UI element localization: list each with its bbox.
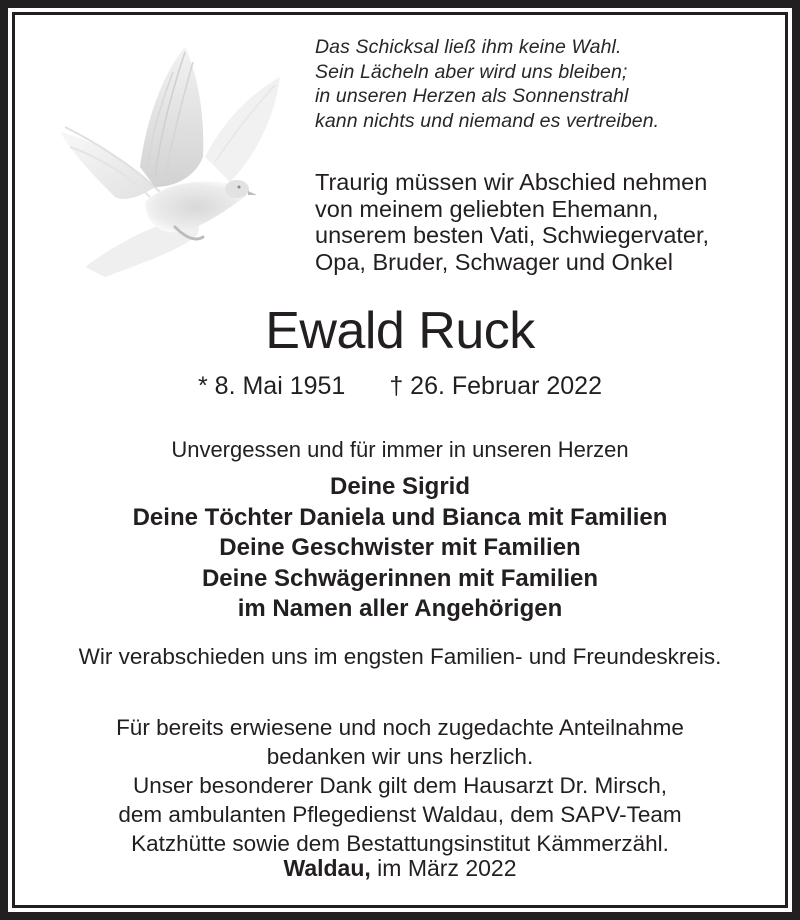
- thanks-line: dem ambulanten Pflegedienst Waldau, dem SAPV-Team: [118, 802, 682, 827]
- mourner-line: Deine Schwägerinnen mit Familien: [201, 564, 599, 592]
- place-date: im März 2022: [370, 855, 517, 881]
- birth-date: * 8. Mai 1951: [198, 372, 346, 400]
- mourner-line: Deine Sigrid: [329, 473, 471, 500]
- death-date: † 26. Februar 2022: [389, 372, 602, 400]
- thanks-text: [15, 713, 785, 858]
- deceased-name: Ewald Ruck: [265, 302, 535, 360]
- thanks-line: Für bereits erwiesene und noch zugedachte Anteilnahme: [116, 715, 684, 740]
- intro-line: Opa, Bruder, Schwager und Onkel: [315, 248, 673, 275]
- intro-text: [315, 169, 709, 275]
- poem-line: kann nichts und niemand es vertreiben.: [315, 109, 660, 132]
- place-and-date: [15, 853, 785, 883]
- thanks-line: Katzhütte sowie dem Bestattungsinstitut Kämmerzähl.: [131, 831, 669, 856]
- thanks-line: bedanken wir uns herzlich.: [266, 744, 534, 769]
- obituary-notice: [15, 15, 785, 905]
- poem-line: Sein Lächeln aber wird uns bleiben;: [315, 60, 628, 83]
- tagline: Unvergessen und für immer in unseren Herzen: [171, 437, 629, 462]
- place-town: Waldau,: [283, 855, 371, 881]
- intro-line: unserem besten Vati, Schwiegervater,: [315, 222, 710, 248]
- mourners-list: [15, 472, 785, 625]
- dove-icon: [45, 37, 295, 282]
- life-dates: [15, 371, 785, 401]
- mourner-line: Deine Töchter Daniela und Bianca mit Familien: [132, 503, 668, 531]
- mourner-line: im Namen aller Angehörigen: [237, 595, 563, 622]
- intro-line: von meinem geliebten Ehemann,: [315, 195, 659, 222]
- poem: [315, 35, 659, 133]
- poem-line: Das Schicksal ließ ihm keine Wahl.: [315, 36, 622, 58]
- intro-line: Traurig müssen wir Abschied nehmen: [315, 169, 708, 195]
- thanks-line: Unser besonderer Dank gilt dem Hausarzt Dr. Mirsch,: [133, 773, 667, 798]
- mourner-line: Deine Geschwister mit Familien: [219, 534, 581, 561]
- farewell-note: Wir verabschieden uns im engsten Familien- und Freundeskreis.: [78, 644, 722, 669]
- poem-line: in unseren Herzen als Sonnenstrahl: [315, 85, 629, 107]
